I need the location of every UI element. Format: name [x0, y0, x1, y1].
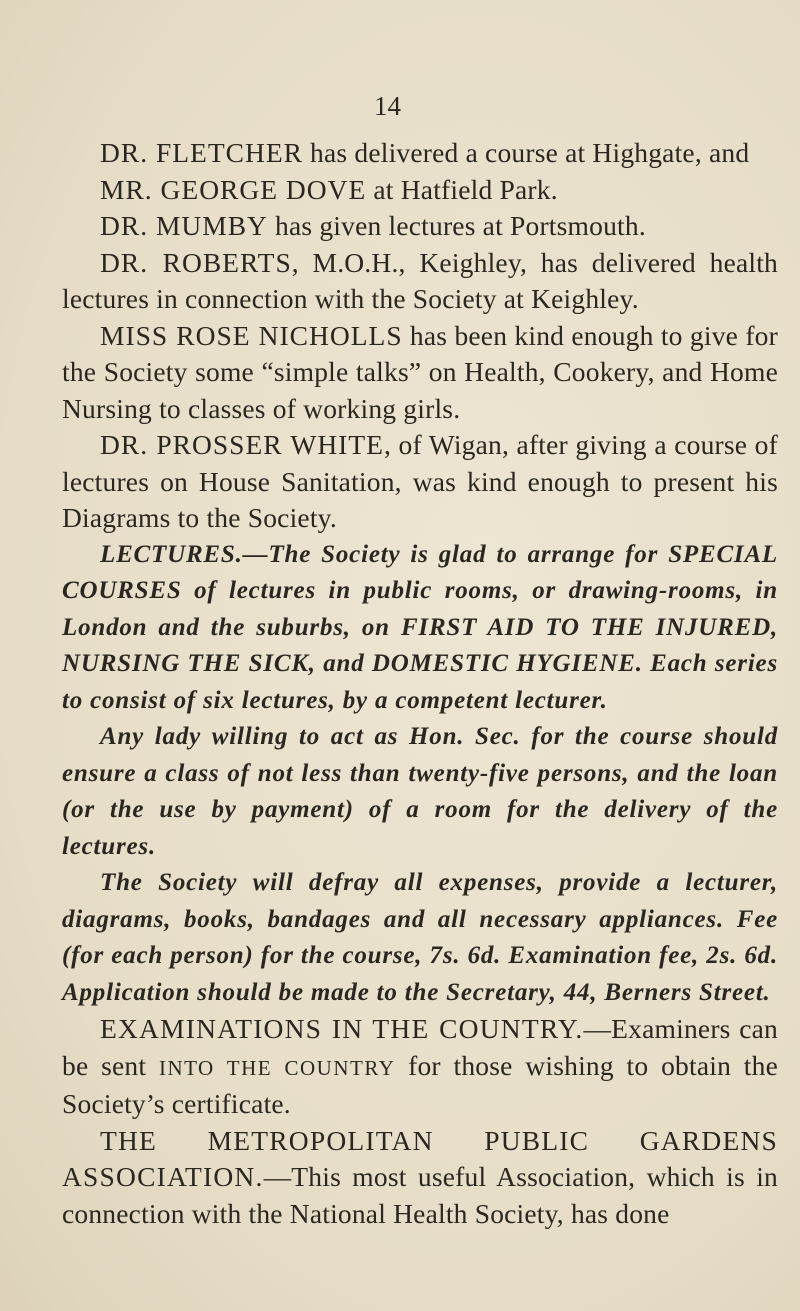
paragraph-metropolitan	[62, 1123, 778, 1233]
paragraph-text: has been kind enough to give for the Society some “simple talks” on Health, Cookery, and Home Nursing to classes of working girls.	[62, 319, 778, 424]
paragraph-examinations	[62, 1011, 778, 1123]
paragraph-fletcher	[62, 135, 778, 172]
paragraph-prosser-white	[62, 427, 778, 537]
paragraph-tail: for those wishing to obtain the Society’s certificate.	[62, 1049, 778, 1119]
page	[62, 0, 782, 1311]
paragraph-hon-sec: Any lady willing to act as Hon. Sec. for the course should ensure a class of not less than twenty-five persons, and the loan (or the use by payment) of a room for the delivery of the lectures.	[62, 723, 778, 860]
paragraph-lead: DR. ROBERTS	[100, 246, 292, 278]
paragraph-text: —Examiners can be sent	[62, 1013, 779, 1081]
paragraph-expenses: The Society will defray all expenses, provide a lecturer, diagrams, books, bandages and all necessary appliances. Fee (for each person) for the course, 7s. 6d. Examination fee, 2s. 6d. Application should be made to the Secretary, 44, Berners Street.	[62, 869, 778, 1006]
paragraph-mumby	[62, 208, 778, 245]
page-number: 14	[374, 91, 401, 121]
paragraph-lead: MISS ROSE NICHOLLS	[100, 319, 403, 351]
paragraph-dove	[62, 172, 778, 209]
paragraph-lead: THE METROPOLITAN PUBLIC GARDENS ASSOCIATION.	[62, 1124, 778, 1192]
paragraph-lead: EXAMINATIONS IN THE COUNTRY.	[100, 1013, 584, 1044]
paragraph-lead: MR. GEORGE DOVE	[100, 173, 367, 205]
paragraph-text: , M.O.H., Keighley, has delivered health lectures in connection with the Society at Keighley.	[62, 246, 779, 314]
paragraph-text: , of Wigan, after giving a course of lectures on House Sanitation, was kind enough to present his Diagrams to the Society.	[62, 429, 778, 533]
paragraph-small-caps: INTO THE COUNTRY	[158, 1055, 396, 1080]
paragraph-text: has given lectures at Portsmouth.	[267, 210, 646, 241]
paragraph-nicholls	[62, 318, 778, 428]
paragraph-lead: DR. PROSSER WHITE	[100, 429, 384, 460]
paragraph-lectures: LECTURES.—The Society is glad to arrange for SPECIAL COURSES of lectures in public rooms, or drawing-rooms, in London and the suburbs, on FIRST AID TO THE INJURED, NURSING THE SICK, and DOMESTIC HYGIENE. Each series to consist of six lectures, by a competent lecturer.	[62, 540, 778, 714]
paragraph-roberts	[62, 245, 778, 318]
paragraph-text: at Hatfield Park.	[366, 173, 558, 205]
paragraph-lead: DR. MUMBY	[100, 210, 268, 241]
paragraph-lead: DR. FLETCHER	[100, 137, 303, 168]
body-text	[62, 135, 778, 1232]
paragraph-text: —This most useful Association, which is in connection with the National Health Society, has done	[62, 1161, 778, 1229]
paragraph-text: has delivered a course at Highgate, and	[302, 137, 750, 168]
